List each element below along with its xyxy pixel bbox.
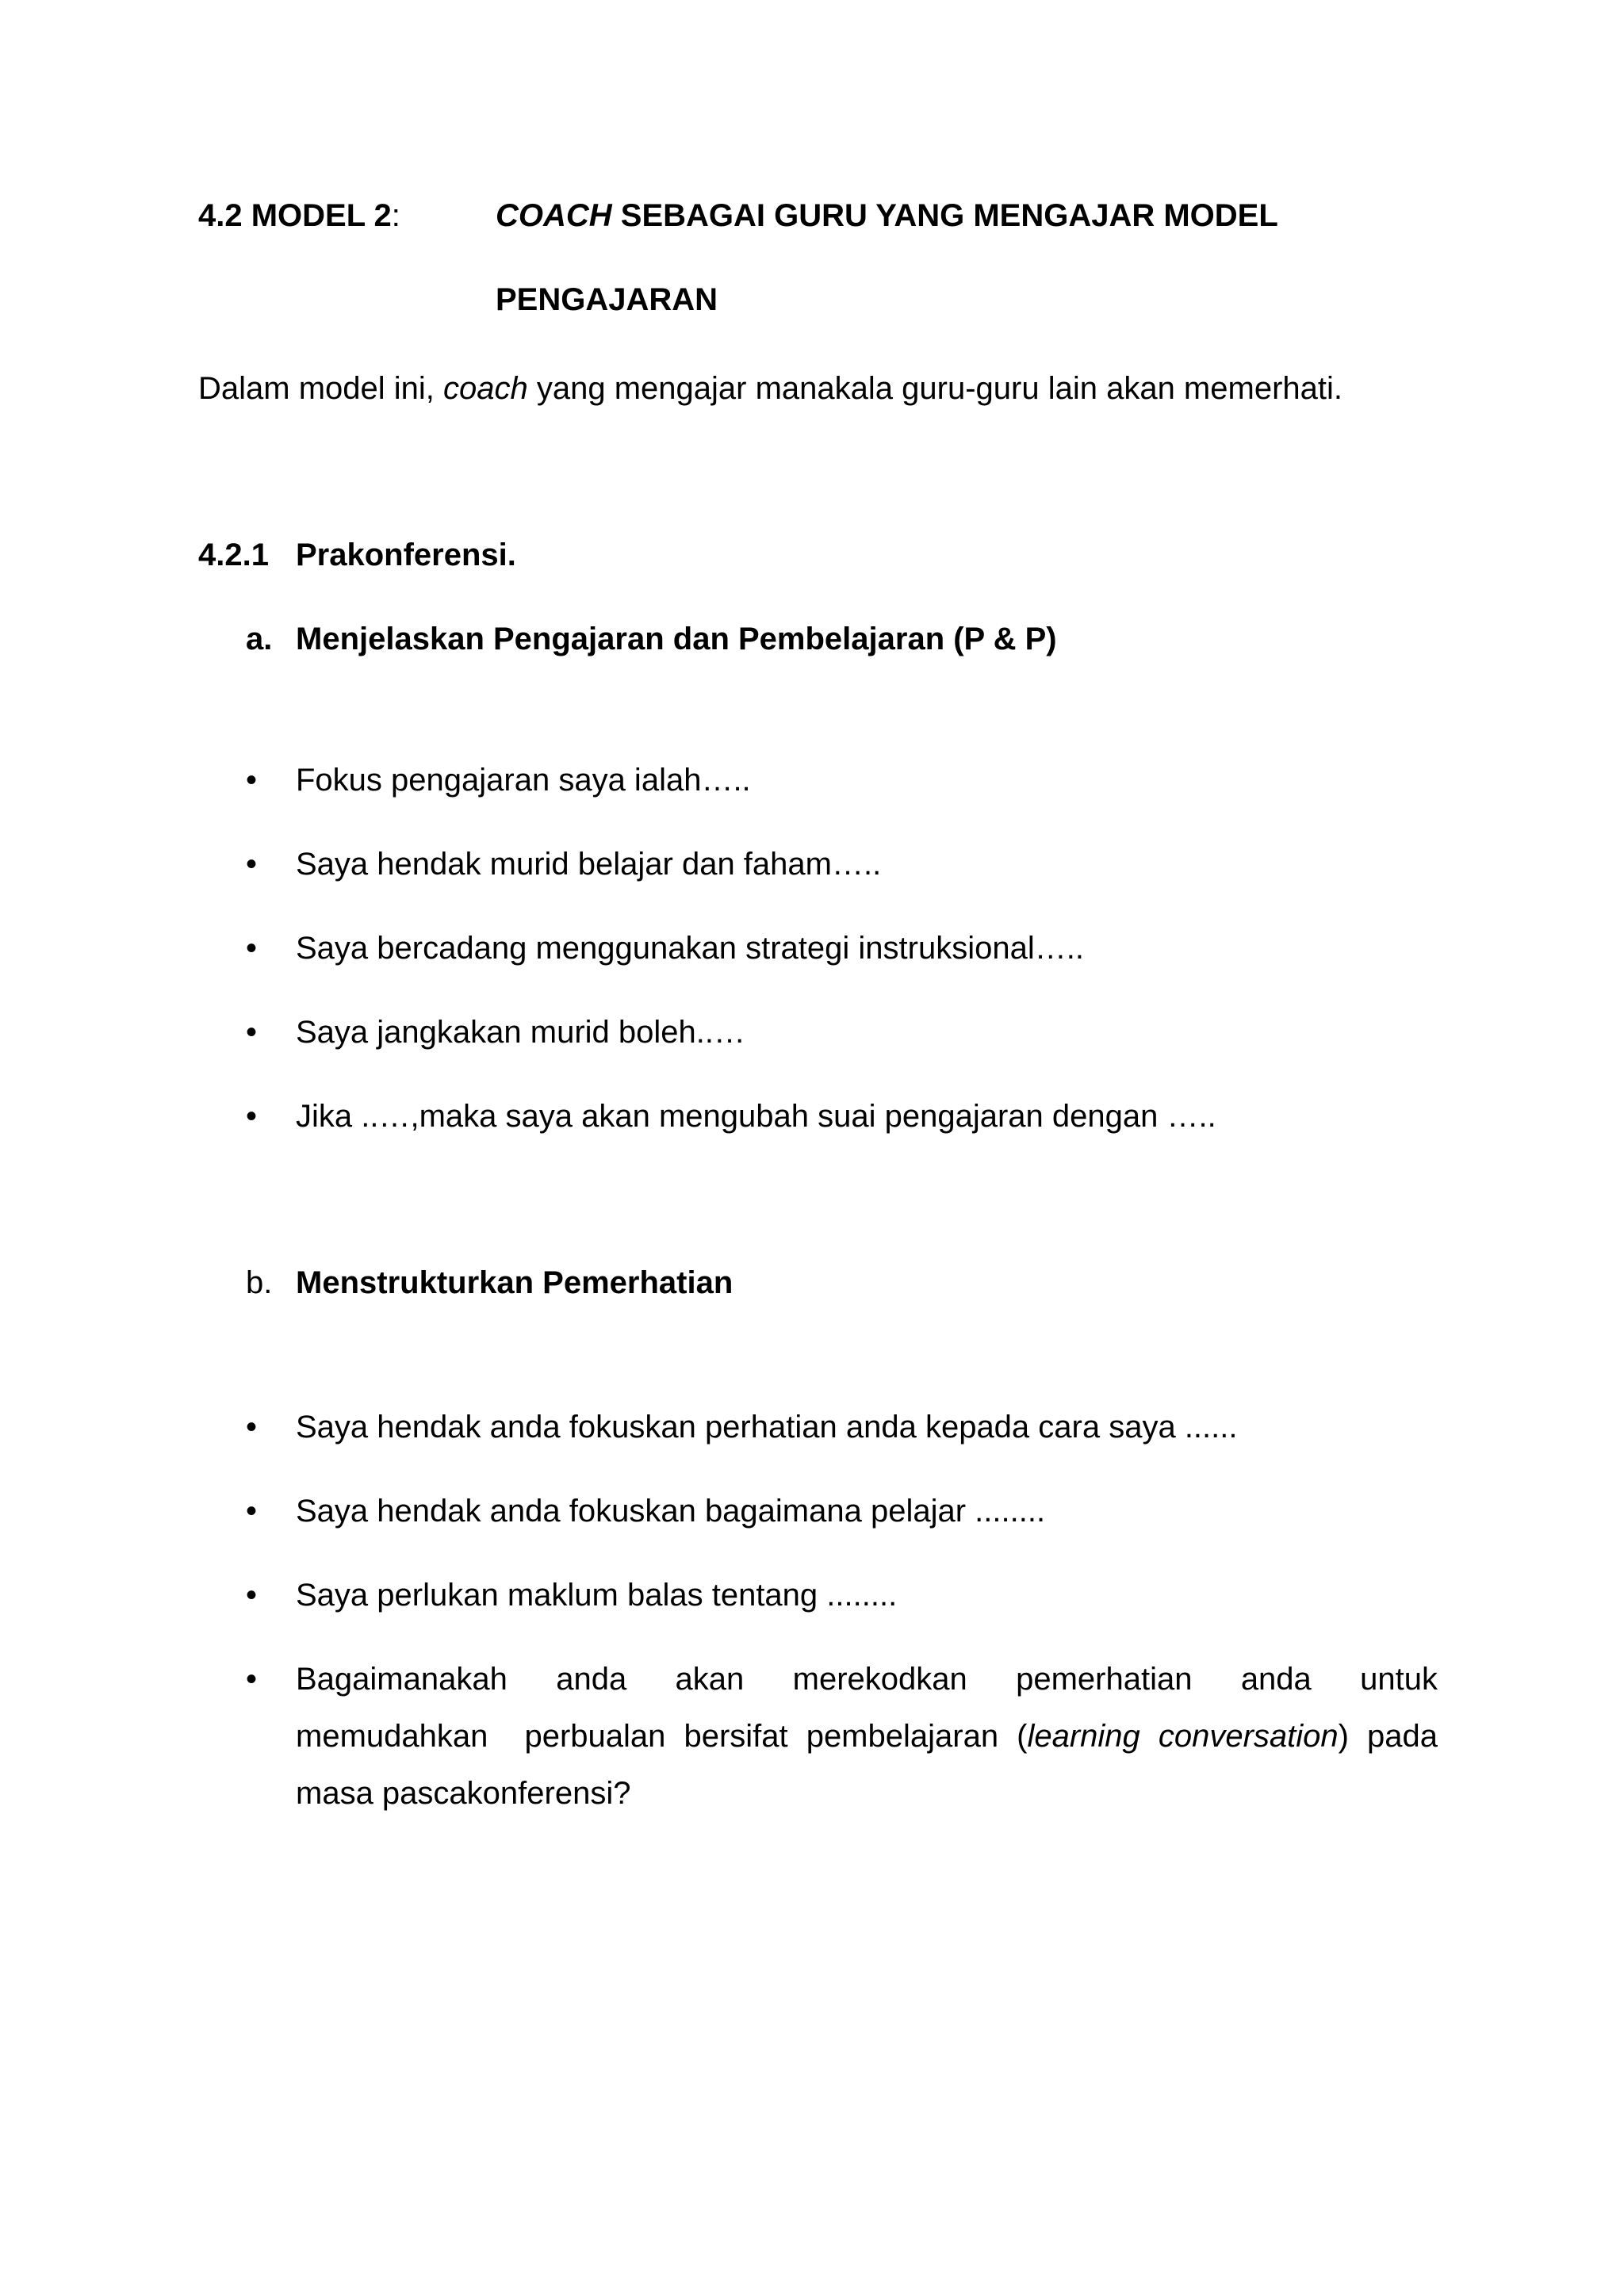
word: merekodkan <box>792 1662 967 1697</box>
section-title-rest: SEBAGAI GURU YANG MENGAJAR MODEL <box>611 198 1278 233</box>
part-b-title: Menstrukturkan Pemerhatian <box>296 1265 733 1300</box>
part-b-bullet-4-line-1 <box>296 1660 1438 1698</box>
bullet-icon: • <box>246 1662 258 1697</box>
part-a-bullet-4: Saya jangkakan murid boleh..… <box>296 1015 745 1050</box>
word: Bagaimanakah <box>296 1662 508 1697</box>
part-a-bullet-3: Saya bercadang menggunakan strategi instruksional….. <box>296 931 1084 966</box>
part-a-bullet-1: Fokus pengajaran saya ialah….. <box>296 763 751 798</box>
intro-after: yang mengajar manakala guru-guru lain akan memerhati. <box>527 371 1342 406</box>
word: anda <box>556 1662 627 1697</box>
word: anda <box>1240 1662 1312 1697</box>
subsection-title: Prakonferensi. <box>296 538 516 572</box>
bullet-icon: • <box>246 1494 258 1529</box>
part-a-bullet-2: Saya hendak murid belajar dan faham….. <box>296 847 882 882</box>
part-b-letter: b. <box>246 1265 273 1300</box>
bullet-icon: • <box>246 1410 258 1445</box>
part-a-letter: a. <box>246 622 273 656</box>
section-number <box>198 197 400 235</box>
bullet-icon: • <box>246 1015 258 1050</box>
bullet-icon: • <box>246 1578 258 1613</box>
section-title-italic: COACH <box>496 198 612 233</box>
section-colon: : <box>391 198 400 233</box>
part-b-bullet-3: Saya perlukan maklum balas tentang ........ <box>296 1578 898 1613</box>
line2-before: memudahkan perbualan bersifat pembelajaran ( <box>296 1719 1028 1754</box>
bullet-icon: • <box>246 1099 258 1134</box>
part-b-bullet-1: Saya hendak anda fokuskan perhatian anda kepada cara saya ...... <box>296 1410 1238 1445</box>
bullet-icon: • <box>246 763 258 798</box>
section-title <box>496 197 1278 235</box>
part-a-bullet-5: Jika ..…,maka saya akan mengubah suai pengajaran dengan ….. <box>296 1099 1216 1134</box>
part-a-title: Menjelaskan Pengajaran dan Pembelajaran (P & P) <box>296 622 1057 656</box>
line2-italic: learning conversation <box>1027 1719 1339 1754</box>
word: pemerhatian <box>1016 1662 1193 1697</box>
line2-text <box>296 1719 1438 1754</box>
intro-paragraph <box>198 369 1342 408</box>
intro-before: Dalam model ini, <box>198 371 444 406</box>
part-b-bullet-4-line-2 <box>296 1717 1438 1755</box>
bullet-icon: • <box>246 931 258 966</box>
intro-italic: coach <box>443 371 528 406</box>
word: akan <box>675 1662 745 1697</box>
part-b-bullet-2: Saya hendak anda fokuskan bagaimana pelajar ........ <box>296 1494 1046 1529</box>
bullet-icon: • <box>246 847 258 882</box>
section-number-text: 4.2 MODEL 2 <box>198 198 392 233</box>
part-b-bullet-4-line-3: masa pascakonferensi? <box>296 1776 631 1811</box>
word: untuk <box>1360 1662 1438 1697</box>
line2-after: ) pada <box>1338 1719 1438 1754</box>
subsection-number: 4.2.1 <box>198 538 269 572</box>
section-title-line2: PENGAJARAN <box>496 282 718 317</box>
